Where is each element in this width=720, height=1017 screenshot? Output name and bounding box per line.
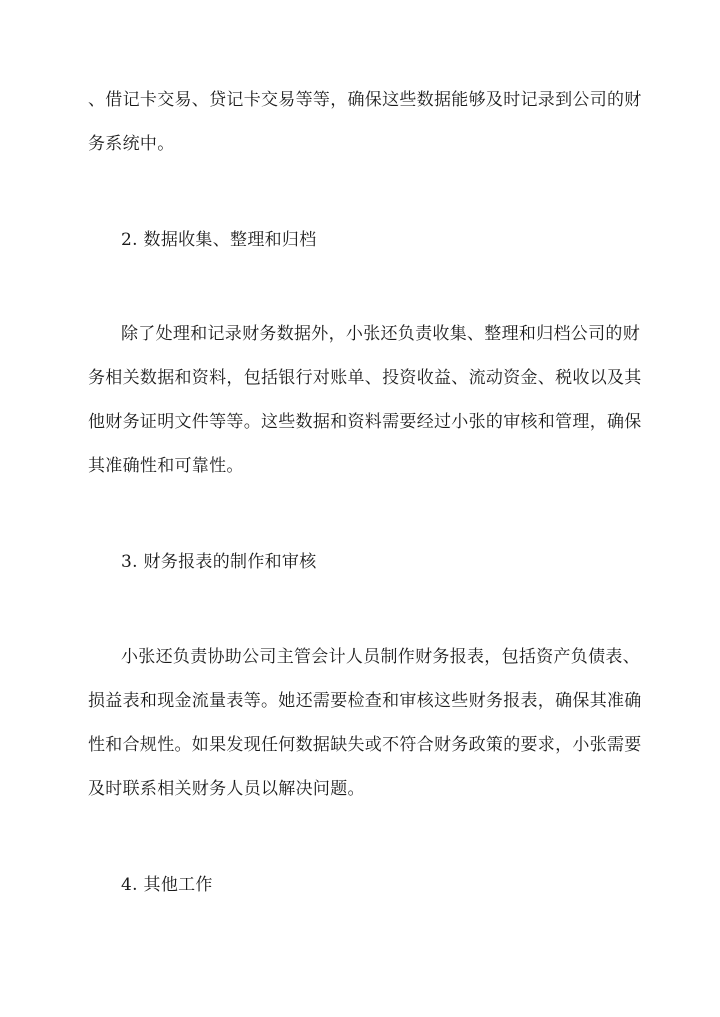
paragraph-line: 损益表和现金流量表等。她还需要检查和审核这些财务报表，确保其准确	[88, 691, 642, 711]
paragraph-line: 其准确性和可靠性。	[88, 456, 244, 476]
paragraph-line: 务相关数据和资料，包括银行对账单、投资收益、流动资金、税收以及其	[88, 368, 642, 388]
section-heading: 3. 财务报表的制作和审核	[121, 552, 317, 572]
section-heading: 4. 其他工作	[121, 875, 213, 895]
paragraph-line: 小张还负责协助公司主管会计人员制作财务报表，包括资产负债表、	[121, 647, 640, 667]
paragraph-line: 及时联系相关财务人员以解决问题。	[88, 779, 365, 799]
paragraph-line: 、借记卡交易、贷记卡交易等等，确保这些数据能够及时记录到公司的财	[88, 90, 642, 110]
paragraph-line: 他财务证明文件等等。这些数据和资料需要经过小张的审核和管理，确保	[88, 412, 642, 432]
paragraph-line: 除了处理和记录财务数据外，小张还负责收集、整理和归档公司的财	[121, 324, 640, 344]
paragraph-line: 性和合规性。如果发现任何数据缺失或不符合财务政策的要求，小张需要	[88, 735, 642, 755]
paragraph-line: 务系统中。	[88, 134, 175, 154]
section-heading: 2. 数据收集、整理和归档	[121, 230, 317, 250]
